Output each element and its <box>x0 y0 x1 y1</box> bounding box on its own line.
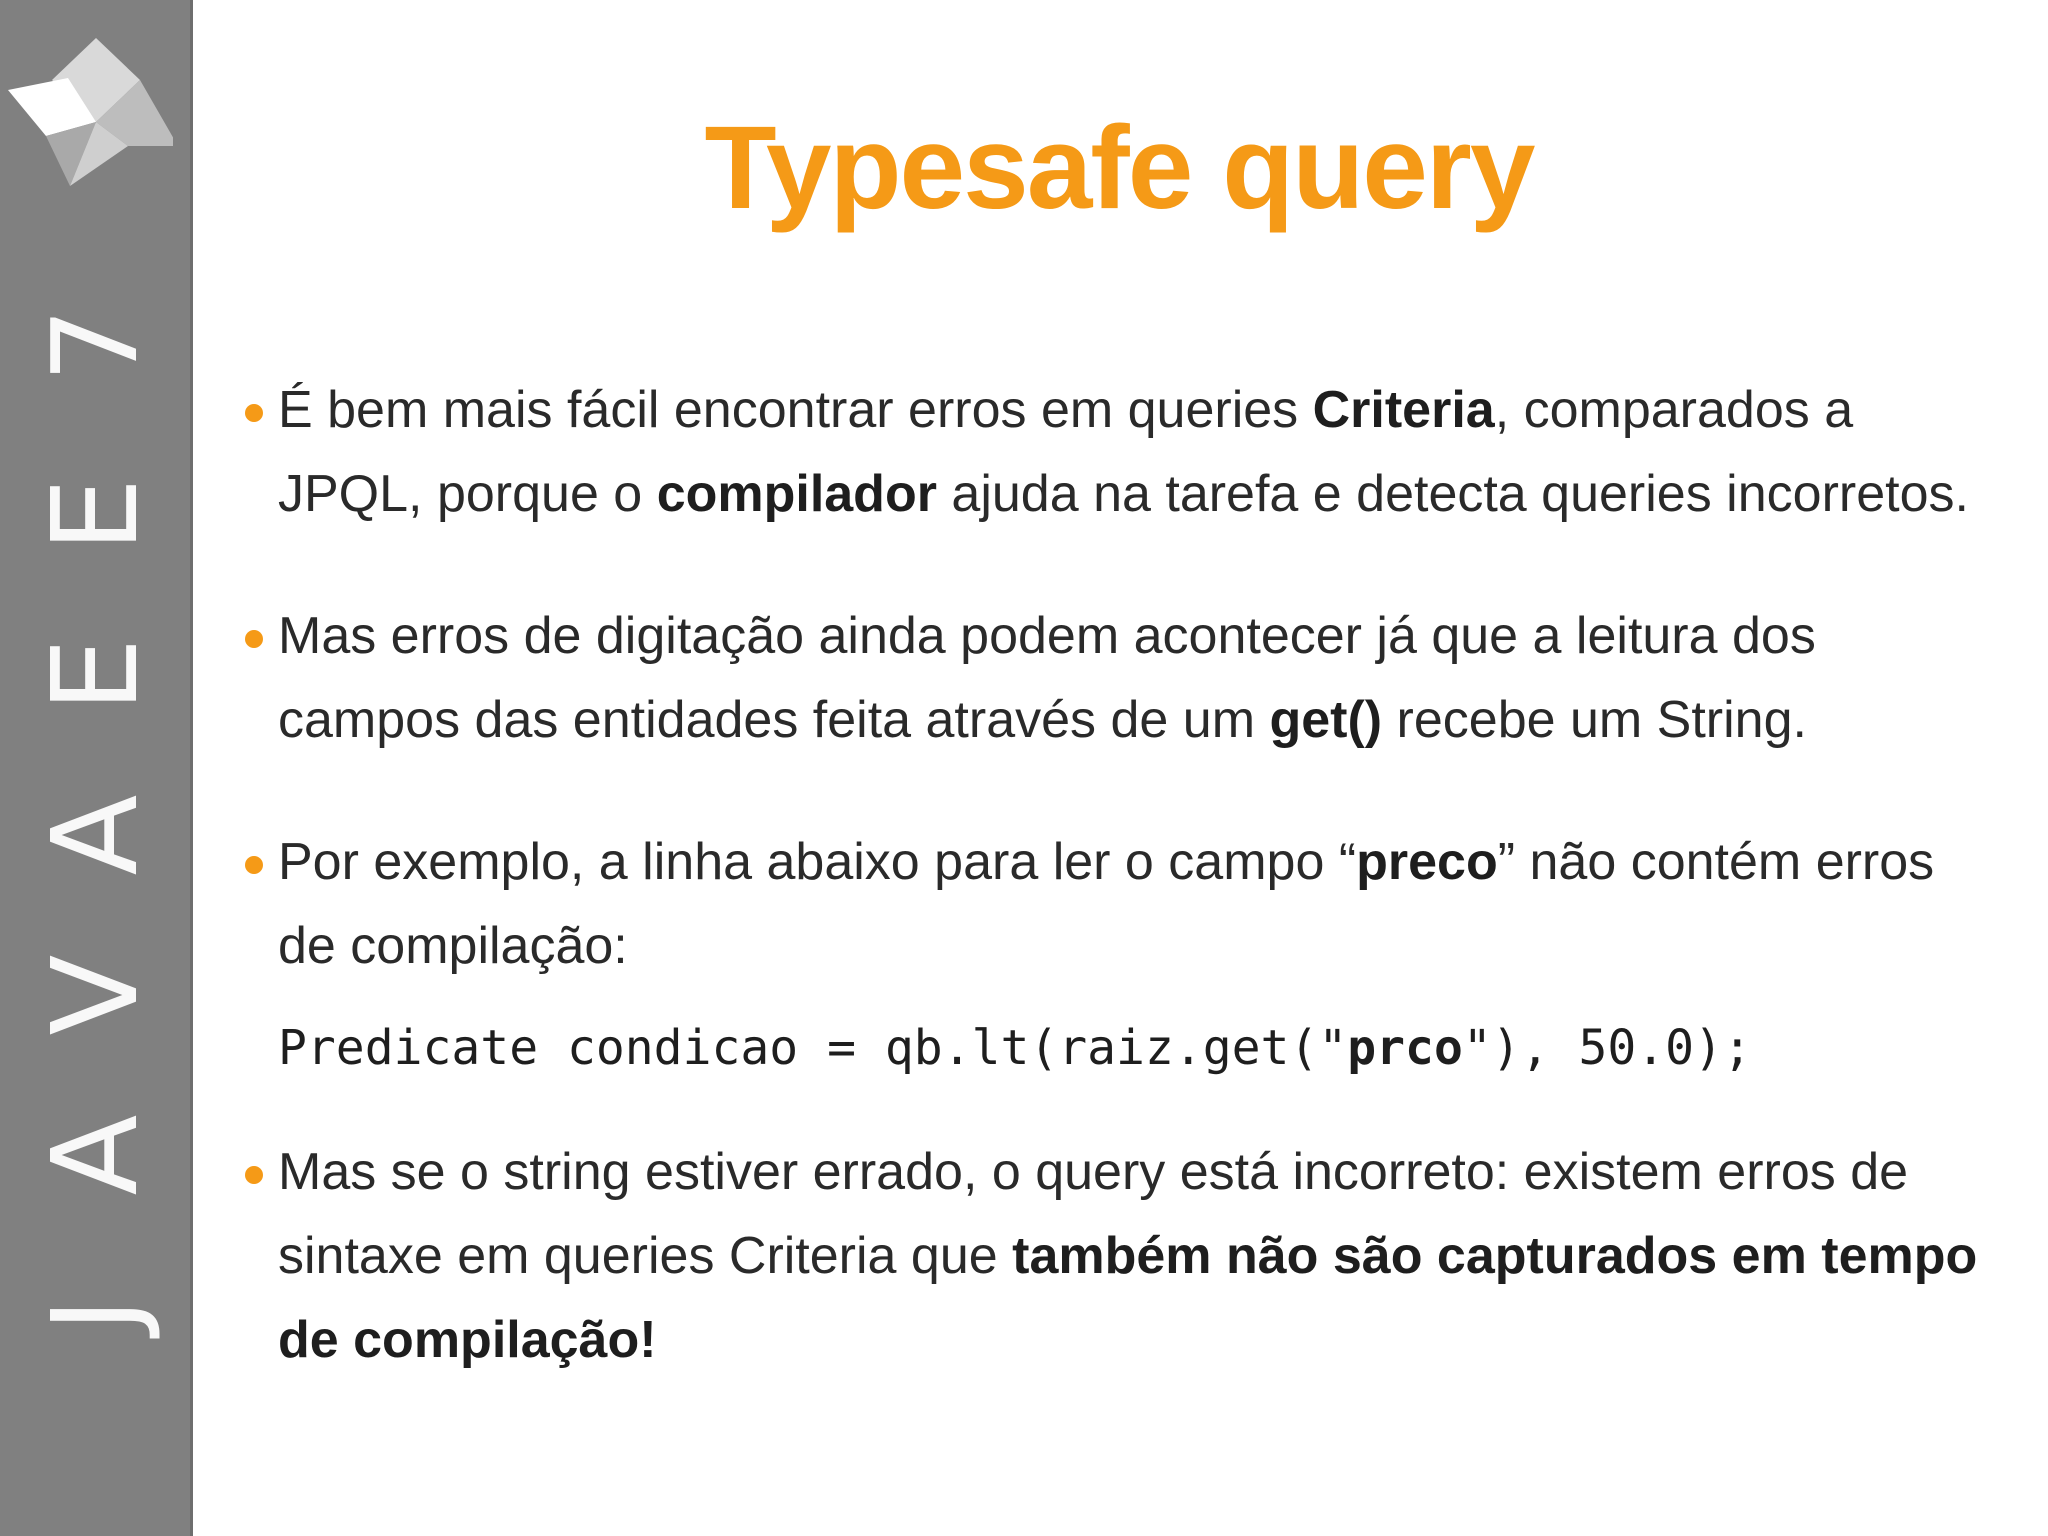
bullet-item <box>245 368 2005 536</box>
bullet-dot-icon <box>245 404 263 422</box>
bold-term: preco <box>1356 833 1498 891</box>
vertical-letter: J <box>26 1297 164 1333</box>
bullet-dot-icon <box>245 630 263 648</box>
code-text: "), 50.0); <box>1462 1020 1752 1076</box>
bullet-text: ajuda na tarefa e detecta queries incorretos. <box>936 465 1969 523</box>
vertical-letter: A <box>26 794 164 876</box>
vertical-java-ee-7-label <box>0 0 190 1536</box>
bold-term: também não são capturados em tempo de compilação! <box>278 1227 1978 1369</box>
bullet-text: ” não contém erros de compilação: <box>278 833 1935 975</box>
code-highlight: prco <box>1347 1020 1463 1076</box>
slide-content <box>245 368 2005 1440</box>
vertical-letter: E <box>26 637 164 713</box>
vertical-letter: 7 <box>26 307 164 383</box>
bullet-dot-icon <box>245 856 263 874</box>
slide-title: Typesafe query <box>704 102 1534 234</box>
bullet-item <box>245 820 2005 988</box>
bullet-text: recebe um String. <box>1382 691 1807 749</box>
bullet-text: , comparados a JPQL, porque o <box>278 381 1854 523</box>
bold-term: compilador <box>656 465 937 523</box>
vertical-letter: A <box>26 1114 164 1196</box>
vertical-letter: V <box>26 954 164 1036</box>
bullet-item <box>245 1130 2005 1382</box>
bullet-dot-icon <box>245 1166 263 1184</box>
sidebar <box>0 0 193 1536</box>
bold-term: Criteria <box>1312 381 1495 439</box>
bullet-text: Mas erros de digitação ainda podem acontecer já que a leitura dos campos das entidades feita através de um <box>278 607 1816 749</box>
bullet-text: É bem mais fácil encontrar erros em queries <box>278 381 1313 439</box>
bullet-text: Por exemplo, a linha abaixo para ler o campo “ <box>278 833 1357 891</box>
bullet-item <box>245 594 2005 762</box>
bullet-text: Mas se o string estiver errado, o query está incorreto: existem erros de sintaxe em queries Criteria que <box>278 1143 1909 1285</box>
code-example <box>278 1006 2005 1090</box>
code-text: Predicate condicao = qb.lt(raiz.get(" <box>278 1020 1348 1076</box>
vertical-letter: E <box>26 477 164 553</box>
bold-term: get() <box>1269 691 1383 749</box>
